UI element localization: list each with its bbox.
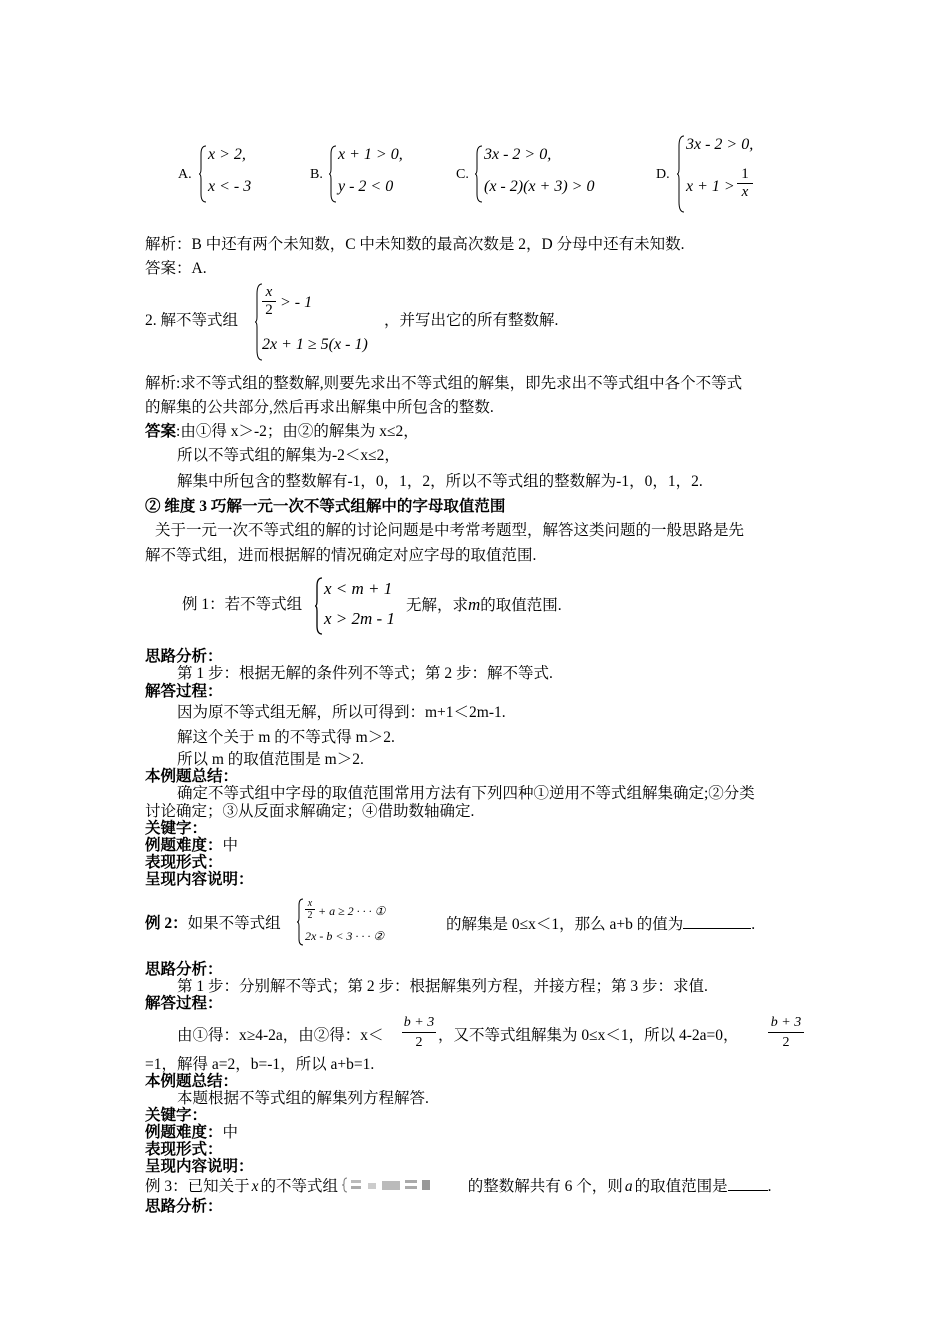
q2-answer-line-1 [145, 422, 419, 442]
q2-row1-rest: > - 1 [280, 294, 313, 311]
ex1-content-label: 呈现内容说明： [145, 871, 254, 888]
ex3-text-1: 的不等式组 [260, 1178, 339, 1195]
fraction-denominator: x [737, 183, 753, 201]
ex2-row1-fraction [305, 898, 315, 921]
difficulty-value: 中 [222, 837, 239, 854]
ex2-summary: 本题根据不等式组的解集列方程解答. [177, 1090, 429, 1107]
ex1-keyword-label: 关键字： [145, 820, 208, 837]
ex3-idea-label: 思路分析： [145, 1198, 223, 1215]
option-c-row-2: (x - 2)(x + 3) > 0 [484, 178, 595, 195]
option-a-row-1: x > 2, [208, 146, 246, 163]
ex2-solve-b: ，又不等式组解集为 0≤x＜1，所以 4-2a=0， [438, 1027, 739, 1044]
section-intro-1: 关于一元一次不等式组的解的讨论问题是中考常考题型，解答这类问题的一般思路是先 [155, 522, 745, 539]
option-c-label: C. [456, 167, 469, 182]
option-a-label: A. [178, 167, 192, 182]
ex2-row-2: 2x - b < 3 · · · ② [305, 929, 385, 943]
brace-icon [474, 144, 484, 204]
fraction-numerator: b + 3 [770, 1015, 802, 1030]
brace-icon [296, 897, 304, 947]
ex3-text-2: 的整数解共有 6 个，则 [467, 1178, 623, 1195]
brace-icon [198, 144, 208, 204]
option-c-system [474, 144, 624, 204]
fraction-numerator: x [307, 898, 313, 909]
option-b-system [328, 144, 428, 204]
option-b-label: B. [310, 167, 323, 182]
ex1-solve-label: 解答过程： [145, 683, 223, 700]
answer-label: 答案 [145, 423, 177, 440]
difficulty-value: 中 [222, 1124, 239, 1141]
difficulty-label: 例题难度： [145, 1124, 223, 1141]
ex1-var: m [468, 595, 481, 614]
ex2-solve-a: 由①得：x≥4-2a，由②得：x＜ [177, 1027, 384, 1044]
ex1-text [406, 595, 562, 616]
difficulty-label: 例题难度： [145, 837, 223, 854]
brace-icon [314, 576, 324, 636]
section-title: ② 维度 3 巧解一元一次不等式组解中的字母取值范围 [145, 498, 506, 515]
answer-blank[interactable] [728, 1176, 768, 1191]
q2-analysis-line-1: 解析:求不等式组的整数解,则要先求出不等式组的解集，即先求出不等式组中各个不等式 [145, 375, 743, 392]
q1-answer: 答案：A. [145, 260, 207, 277]
option-d-row-1: 3x - 2 > 0, [686, 136, 754, 153]
ex2-prefix: 例 2： [145, 915, 188, 932]
answer-text: :由①得 x＞-2；由②的解集为 x≤2， [176, 423, 419, 440]
option-b-row-1: x + 1 > 0, [338, 146, 403, 163]
fraction-denominator: 2 [305, 909, 315, 921]
q1-analysis: 解析：B 中还有两个未知数，C 中未知数的最高次数是 2，D 分母中还有未知数. [145, 236, 685, 253]
ex3-end: . [767, 1178, 772, 1195]
q2-suffix: ，并写出它的所有整数解. [384, 312, 559, 329]
q2-row1-fraction [262, 284, 276, 319]
ex3-var-x: x [251, 1178, 259, 1195]
fraction-denominator: 2 [402, 1032, 436, 1052]
option-b-row-2: y - 2 < 0 [338, 178, 394, 195]
fraction-denominator: 2 [768, 1032, 804, 1052]
q2-row-2: 2x + 1 ≥ 5(x - 1) [262, 336, 368, 353]
ex2-row-1: + a ≥ 2 · · · ① [318, 904, 386, 918]
ex1-solve-3: 所以 m 的取值范围是 m＞2. [177, 751, 364, 768]
ex1-row-2: x > 2m - 1 [324, 609, 395, 628]
fraction-numerator: 1 [741, 166, 749, 182]
option-d-system [676, 134, 786, 214]
ex2-idea-label: 思路分析： [145, 961, 223, 978]
ex2-text-1: 如果不等式组 [187, 915, 281, 932]
ex1-summary-1: 确定不等式组中字母的取值范围常用方法有下列四种①逆用不等式组解集确定;②分类 [177, 785, 755, 802]
ex1-idea: 第 1 步：根据无解的条件列不等式；第 2 步：解不等式. [177, 665, 553, 682]
ex2-fraction-2 [768, 1013, 804, 1052]
ex2-content-label: 呈现内容说明： [145, 1158, 254, 1175]
q2-analysis-line-2: 的解集的公共部分,然后再求出解集中所包含的整数. [145, 399, 494, 416]
q2-system [254, 282, 384, 362]
q2-prefix: 2. 解不等式组 [145, 312, 239, 329]
ex2-summary-label: 本例题总结： [145, 1073, 239, 1090]
ex2-solve-c: =1，解得 a=2，b=-1，所以 a+b=1. [145, 1056, 375, 1073]
fraction-denominator: 2 [262, 301, 276, 319]
ex1-summary-label: 本例题总结： [145, 768, 239, 785]
ex3-var-a: a [624, 1178, 633, 1195]
ex2-system [296, 897, 446, 947]
ex1-prefix: 例 1：若不等式组 [182, 596, 303, 613]
option-c-row-1: 3x - 2 > 0, [484, 146, 552, 163]
ex1-solve-2: 解这个关于 m 的不等式得 m＞2. [177, 729, 395, 746]
fraction-numerator: b + 3 [403, 1015, 435, 1030]
ex1-mid: 无解，求 [406, 597, 469, 614]
fraction-numerator: x [265, 284, 273, 300]
ex3-text-3: 的取值范围是 [634, 1178, 728, 1195]
ex1-idea-label: 思路分析： [145, 648, 223, 665]
option-d-row-2: x + 1 > [686, 178, 735, 195]
ex1-suffix: 的取值范围. [480, 597, 562, 614]
ex2-end: . [751, 916, 756, 933]
ex3-line [145, 1176, 771, 1197]
ex1-row-1: x < m + 1 [324, 579, 393, 598]
ex2-text-2-line [446, 914, 755, 935]
brace-icon [328, 144, 338, 204]
option-d-fraction [737, 166, 753, 201]
option-d-label: D. [656, 167, 670, 182]
brace-icon [676, 134, 686, 214]
ex2-form-label: 表现形式： [145, 1141, 223, 1158]
ex1-solve-1: 因为原不等式组无解，所以可得到：m+1＜2m-1. [177, 704, 506, 721]
ex2-idea: 第 1 步：分别解不等式；第 2 步：根据解集列方程，并接方程；第 3 步：求值. [177, 978, 708, 995]
ex2-fraction-1 [402, 1013, 436, 1052]
answer-blank[interactable] [683, 914, 751, 929]
ex1-summary-2: 讨论确定；③从反面求解确定；④借助数轴确定. [145, 803, 475, 820]
ex2-line [145, 914, 281, 934]
section-intro-2: 解不等式组，进而根据解的情况确定对应字母的取值范围. [145, 547, 537, 564]
q2-answer-line-3: 解集中所包含的整数解有-1，0，1，2，所以不等式组的整数解为-1，0，1，2. [177, 473, 703, 490]
option-a-row-2: x < - 3 [208, 178, 252, 195]
q2-answer-line-2: 所以不等式组的解集为-2＜x≤2， [177, 447, 400, 464]
option-a-system [198, 144, 278, 204]
ex3-prefix: 例 3：已知关于 [145, 1178, 250, 1195]
ex1-form-label: 表现形式： [145, 854, 223, 871]
ex2-keyword-label: 关键字： [145, 1107, 208, 1124]
ex2-text-2: 的解集是 0≤x＜1，那么 a+b 的值为 [446, 916, 684, 933]
ex3-inequality-system-image [342, 1176, 464, 1194]
ex2-solve-label: 解答过程： [145, 995, 223, 1012]
ex1-system [314, 576, 414, 636]
